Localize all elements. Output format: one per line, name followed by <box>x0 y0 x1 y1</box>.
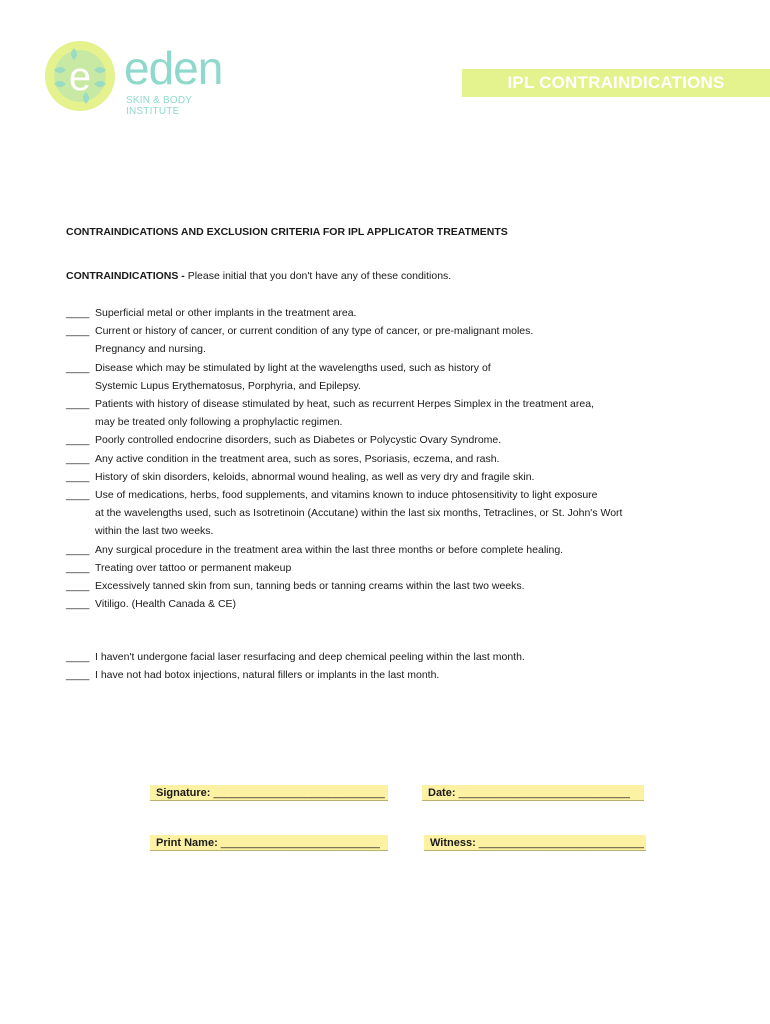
list-item[interactable] <box>66 559 756 577</box>
initial-blank[interactable]: ____ <box>66 361 90 374</box>
list-item[interactable] <box>66 468 756 486</box>
item-text: I haven't undergone facial laser resurfacing and deep chemical peeling within the last month. <box>95 651 525 663</box>
initial-blank[interactable]: ____ <box>66 561 90 574</box>
item-text: at the wavelengths used, such as Isotretinoin (Accutane) within the last six months, Tetraclines, or St. John's Wort <box>95 507 623 520</box>
contraindication-list <box>66 304 756 613</box>
item-text: History of skin disorders, keloids, abnormal wound healing, as well as very dry and fragile skin. <box>95 470 535 483</box>
witness-line[interactable]: ___________________________ <box>475 837 644 849</box>
list-item <box>66 413 756 431</box>
print-name-field[interactable] <box>150 835 388 851</box>
item-text: may be treated only following a prophylactic regimen. <box>95 416 343 429</box>
item-text: Excessively tanned skin from sun, tanning beds or tanning creams within the last two weeks. <box>95 580 525 593</box>
initial-blank[interactable]: ____ <box>66 398 90 411</box>
logo-tagline: SKIN & BODY INSTITUTE <box>126 95 192 117</box>
initial-blank[interactable]: ____ <box>66 452 90 465</box>
item-text: Treating over tattoo or permanent makeup <box>95 561 292 574</box>
item-text: Use of medications, herbs, food supplements, and vitamins known to induce phtosensitivity to light exposure <box>95 489 598 502</box>
initial-blank[interactable]: ____ <box>66 307 90 319</box>
item-text: I have not had botox injections, natural fillers or implants in the last month. <box>95 669 440 682</box>
item-text: Systemic Lupus Erythematosus, Porphyria, and Epilepsy. <box>95 379 361 392</box>
list-item[interactable] <box>66 395 756 413</box>
item-text: Patients with history of disease stimulated by heat, such as recurrent Herpes Simplex in the treatment area, <box>95 398 594 411</box>
list-item[interactable] <box>66 359 756 377</box>
item-text: Any surgical procedure in the treatment area within the last three months or before complete healing. <box>95 543 564 556</box>
print-name-label: Print Name: <box>156 837 218 849</box>
item-text: within the last two weeks. <box>95 525 214 538</box>
date-field[interactable] <box>422 785 644 801</box>
list-item[interactable] <box>66 486 756 504</box>
svg-text:e: e <box>68 55 92 99</box>
list-item[interactable] <box>66 322 756 340</box>
list-item <box>66 377 756 395</box>
item-text: Pregnancy and nursing. <box>95 343 206 356</box>
item-text: Current or history of cancer, or current condition of any type of cancer, or pre-malignant moles. <box>95 325 534 338</box>
intro-text: Please initial that you don't have any of these conditions. <box>184 270 452 282</box>
date-label: Date: <box>428 787 456 799</box>
logo-emblem <box>44 40 116 112</box>
list-item[interactable] <box>66 450 756 468</box>
initial-blank[interactable]: ____ <box>66 470 90 483</box>
recent-treatment-list <box>66 648 756 684</box>
initial-blank[interactable]: ____ <box>66 434 90 447</box>
section-heading: CONTRAINDICATIONS AND EXCLUSION CRITERIA FOR IPL APPLICATOR TREATMENTS <box>66 226 508 238</box>
item-text: Superficial metal or other implants in the treatment area. <box>95 307 357 319</box>
witness-field[interactable] <box>424 835 646 851</box>
item-text: Disease which may be stimulated by light at the wavelengths used, such as history of <box>95 361 491 374</box>
list-item[interactable] <box>66 595 756 613</box>
list-item <box>66 340 756 358</box>
initial-blank[interactable]: ____ <box>66 669 90 682</box>
list-item <box>66 504 756 522</box>
intro-label: CONTRAINDICATIONS - <box>66 270 185 282</box>
print-name-line[interactable]: __________________________ <box>217 837 380 849</box>
logo-wordmark: eden <box>124 42 223 94</box>
signature-field[interactable] <box>150 785 388 801</box>
list-item <box>66 522 756 540</box>
logo <box>44 40 244 115</box>
list-item[interactable] <box>66 304 756 322</box>
signature-label: Signature: <box>156 787 211 799</box>
list-item[interactable] <box>66 666 756 684</box>
initial-blank[interactable]: ____ <box>66 580 90 593</box>
list-item[interactable] <box>66 541 756 559</box>
initial-blank[interactable]: ____ <box>66 489 90 502</box>
list-item[interactable] <box>66 648 756 666</box>
list-item[interactable] <box>66 577 756 595</box>
item-text: Vitiligo. (Health Canada & CE) <box>95 598 237 611</box>
initial-blank[interactable]: ____ <box>66 598 90 611</box>
item-text: Any active condition in the treatment area, such as sores, Psoriasis, eczema, and rash. <box>95 452 500 465</box>
witness-label: Witness: <box>430 837 476 849</box>
list-item[interactable] <box>66 431 756 449</box>
intro-line <box>66 270 451 282</box>
signature-line[interactable]: ____________________________ <box>210 787 385 799</box>
initial-blank[interactable]: ____ <box>66 543 90 556</box>
page-title: IPL CONTRAINDICATIONS <box>462 69 770 97</box>
item-text: Poorly controlled endocrine disorders, such as Diabetes or Polycystic Ovary Syndrome. <box>95 434 502 447</box>
initial-blank[interactable]: ____ <box>66 325 90 338</box>
date-line[interactable]: ____________________________ <box>455 787 630 799</box>
initial-blank[interactable]: ____ <box>66 651 90 663</box>
